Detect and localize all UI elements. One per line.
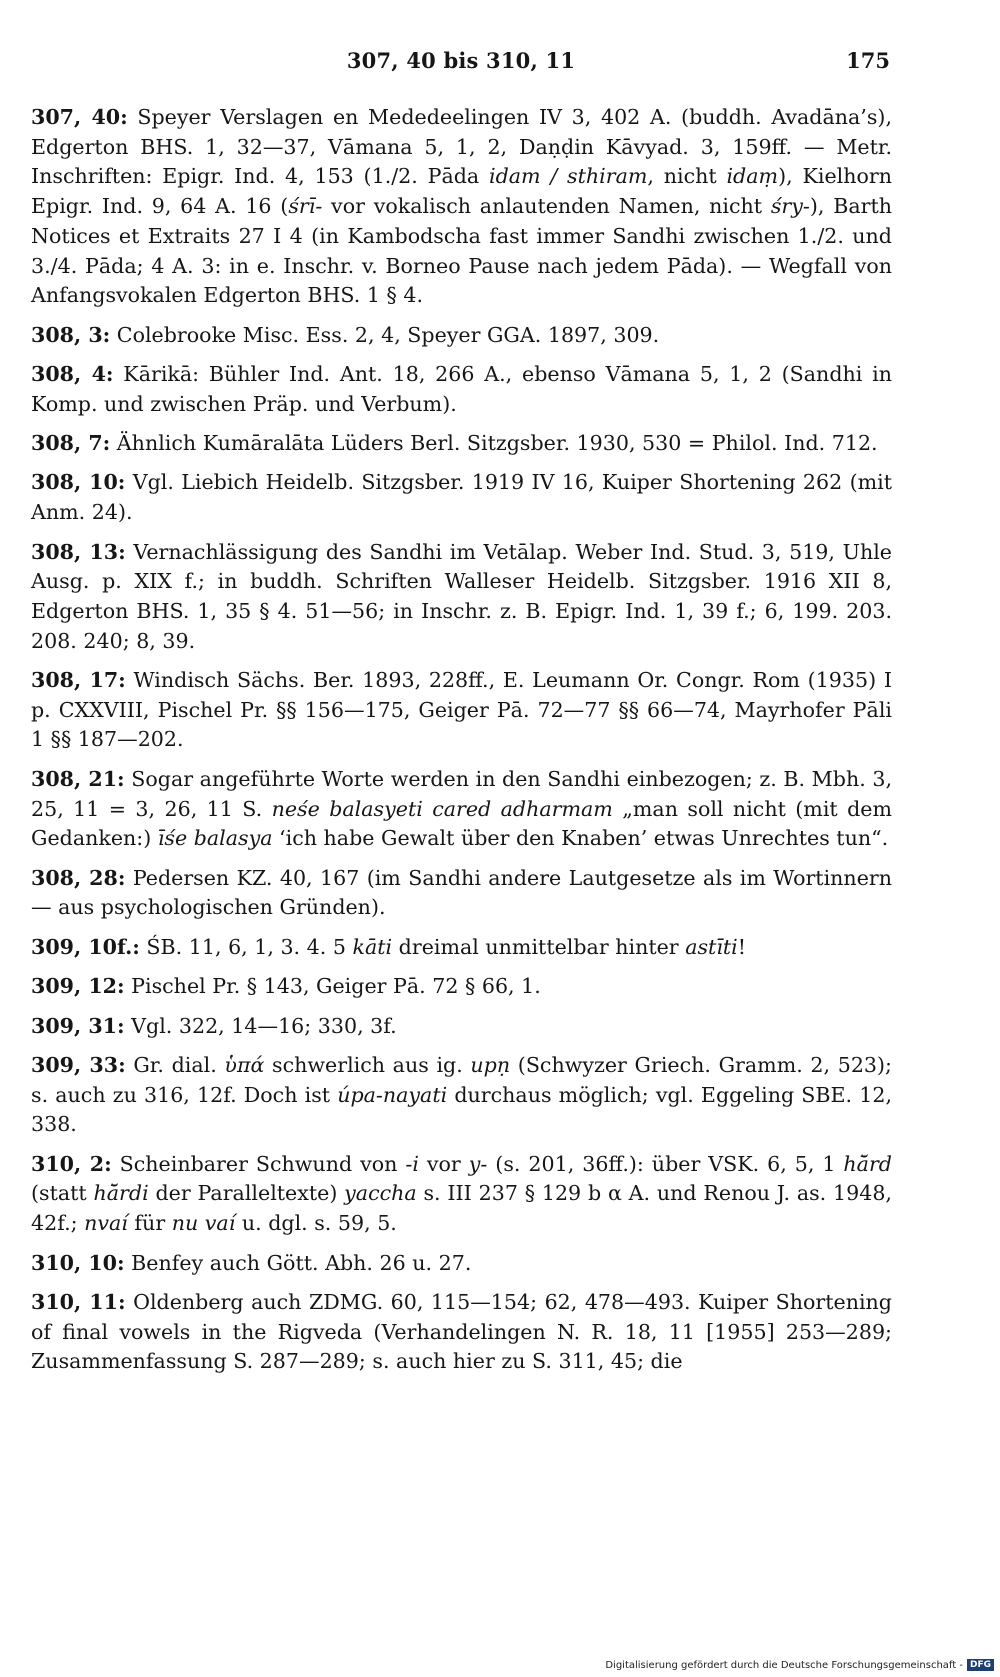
- italic-term: neśe balasyeti cared adharmam: [271, 796, 613, 821]
- note-entry: [31, 429, 892, 459]
- note-entry: [31, 864, 892, 923]
- italic-term: astīti: [685, 934, 738, 959]
- italic-term: kāti: [352, 934, 393, 959]
- note-text: durchaus möglich; vgl. Eggeling SBE. 12, 338.: [31, 1082, 892, 1137]
- note-text: der Paralleltexte): [148, 1181, 345, 1206]
- note-text: Vgl. Liebich Heidelb. Sitzgsber. 1919 IV 16, Kuiper Shortening 262 (mit Anm. 24).: [31, 470, 892, 525]
- note-text: Speyer Verslagen en Mededeelingen IV 3, 402 A. (buddh. Avadāna’s), Edgerton BHS. 1, 32—37, Vāmana 5, 1, 2, Daṇḍin Kāvyad. 3, 159ff. — Metr. Inschriften: Epigr. Ind. 4, 153 (1./2. Pāda: [31, 105, 893, 189]
- italic-term: nvaí: [84, 1211, 128, 1236]
- note-text: !: [737, 934, 747, 959]
- note-text: Ähnlich Kumāralāta Lüders Berl. Sitzgsber. 1930, 530 = Philol. Ind. 712.: [110, 431, 878, 456]
- note-text: Colebrooke Misc. Ess. 2, 4, Speyer GGA. 1897, 309.: [110, 322, 660, 347]
- italic-term: -i: [405, 1151, 419, 1176]
- note-entry: [31, 538, 892, 657]
- note-text: ), Kielhorn Epigr. Ind. 9, 64 A. 16 (: [31, 164, 892, 219]
- note-text: s. III 237 § 129 b α A. und Renou J. as. 1948, 42f.;: [31, 1181, 892, 1236]
- note-reference: 309, 12:: [31, 974, 125, 999]
- note-reference: 310, 2:: [31, 1151, 112, 1176]
- note-text: ‘ich habe Gewalt über den Knaben’ etwas Unrechtes tun“.: [272, 826, 889, 851]
- note-entry: [31, 933, 892, 963]
- page-body: [31, 103, 892, 1387]
- note-reference: 309, 33:: [31, 1052, 126, 1077]
- dfg-logo: DFG: [967, 1659, 994, 1671]
- note-text: schwerlich aus ig.: [264, 1052, 471, 1077]
- page-header: [32, 48, 890, 82]
- note-reference: 307, 40:: [31, 105, 128, 129]
- italic-term: idaṃ: [726, 164, 779, 189]
- note-reference: 308, 7:: [31, 431, 111, 456]
- note-reference: 308, 10:: [31, 470, 126, 495]
- note-reference: 308, 17:: [31, 668, 126, 693]
- italic-term: upṇ: [470, 1052, 511, 1077]
- page-number: 175: [846, 48, 890, 73]
- note-reference: 308, 13:: [31, 539, 126, 564]
- note-text: Kārikā: Bühler Ind. Ant. 18, 266 A., ebenso Vāmana 5, 1, 2 (Sandhi in Komp. und zwischen Präp. und Verbum).: [31, 362, 892, 416]
- note-entry: [31, 468, 892, 527]
- italic-term: śrī-: [288, 194, 323, 219]
- italic-term: y-: [468, 1151, 488, 1176]
- note-text: (s. 201, 36ff.): über VSK. 6, 5, 1: [487, 1151, 844, 1176]
- note-text: vor: [418, 1151, 469, 1176]
- note-text: Scheinbarer Schwund von: [111, 1151, 406, 1176]
- note-text: ), Barth Notices et Extraits 27 I 4 (in Kambodscha fast immer Sandhi zwischen 1./2. und 3./4. Pāda; 4 A. 3: in e. Inschr. v. Borneo Pause nach jedem Pāda). — Wegfall von Anfangsvokalen Edgerton BHS. 1 § 4.: [31, 194, 892, 308]
- note-entry: [31, 1051, 892, 1140]
- footer-credit: Digitalisierung gefördert durch die Deutsche Forschungsgemeinschaft -: [605, 1659, 963, 1671]
- note-entry: [31, 321, 892, 351]
- note-text: Benfey auch Gött. Abh. 26 u. 27.: [124, 1250, 472, 1275]
- note-text: Gr. dial.: [125, 1052, 225, 1077]
- note-text: „man soll nicht (mit dem Gedanken:): [31, 796, 892, 851]
- note-reference: 310, 10:: [31, 1250, 125, 1275]
- italic-term: śry-: [770, 194, 810, 219]
- note-text: Vgl. 322, 14—16; 330, 3f.: [124, 1013, 397, 1038]
- note-entry: [31, 1288, 892, 1377]
- italic-term: úpa-nayati: [337, 1082, 448, 1107]
- note-text: Sogar angeführte Worte werden in den Sandhi einbezogen; z. B. Mbh. 3, 25, 11 = 3, 26, 11 S.: [31, 766, 892, 821]
- note-text: dreimal unmittelbar hinter: [392, 934, 686, 959]
- note-reference: 308, 3:: [31, 322, 111, 347]
- note-entry: [31, 1012, 892, 1042]
- note-entry: [31, 666, 892, 755]
- italic-term: ὑπά: [224, 1052, 265, 1077]
- note-reference: 309, 10f.:: [31, 934, 140, 959]
- italic-term: īśe balasya: [157, 826, 273, 851]
- note-text: für: [127, 1211, 172, 1236]
- footer: [605, 1659, 994, 1671]
- note-reference: 308, 28:: [31, 865, 126, 890]
- note-text: Windisch Sächs. Ber. 1893, 228ff., E. Leumann Or. Congr. Rom (1935) I p. CXXVIII, Pischel Pr. §§ 156—175, Geiger Pā. 72—77 §§ 66—74, Mayrhofer Pāli 1 §§ 187—202.: [31, 668, 892, 752]
- italic-term: nu vaí: [171, 1211, 236, 1236]
- note-text: Oldenberg auch ZDMG. 60, 115—154; 62, 478—493. Kuiper Shortening of final vowels in the Rigveda (Verhandelingen N. R. 18, 11 [1955] 253—289; Zusammenfassung S. 287—289; s. auch hier zu S. 311, 45; die: [31, 1289, 892, 1374]
- note-reference: 310, 11:: [31, 1289, 126, 1314]
- note-text: Vernachlässigung des Sandhi im Vetālap. Weber Ind. Stud. 3, 519, Uhle Ausg. p. XIX f.; in buddh. Schriften Walleser Heidelb. Sitzgsber. 1916 XII 8, Edgerton BHS. 1, 35 § 4. 51—56; in Inschr. z. B. Epigr. Ind. 1, 39 f.; 6, 199. 203. 208. 240; 8, 39.: [31, 539, 892, 653]
- note-entry: [31, 765, 892, 854]
- note-text: vor vokalisch anlautenden Namen, nicht: [322, 194, 771, 219]
- note-reference: 309, 31:: [31, 1013, 125, 1038]
- note-text: u. dgl. s. 59, 5.: [235, 1211, 397, 1236]
- italic-term: yaccha: [344, 1181, 417, 1206]
- note-entry: [31, 1150, 892, 1239]
- note-reference: 308, 4:: [31, 362, 114, 386]
- note-entry: [31, 103, 892, 311]
- note-text: , nicht: [647, 164, 727, 189]
- note-entry: [31, 1249, 892, 1279]
- note-text: (Schwyzer Griech. Gramm. 2, 523); s. auch zu 316, 12f. Doch ist: [31, 1052, 892, 1107]
- note-text: ŚB. 11, 6, 1, 3. 4. 5: [139, 934, 353, 959]
- note-text: Pischel Pr. § 143, Geiger Pā. 72 § 66, 1.: [124, 974, 541, 999]
- note-entry: [31, 360, 892, 419]
- italic-term: idam / sthiram: [488, 164, 648, 189]
- note-text: Pedersen KZ. 40, 167 (im Sandhi andere Lautgesetze als im Wortinnern — aus psychologischen Gründen).: [31, 865, 892, 920]
- note-entry: [31, 972, 892, 1002]
- running-head: 307, 40 bis 310, 11: [346, 48, 576, 73]
- italic-term: hā̆rd: [843, 1151, 892, 1176]
- note-reference: 308, 21:: [31, 766, 125, 791]
- note-text: (statt: [31, 1181, 94, 1206]
- italic-term: hā̆rdi: [93, 1181, 149, 1206]
